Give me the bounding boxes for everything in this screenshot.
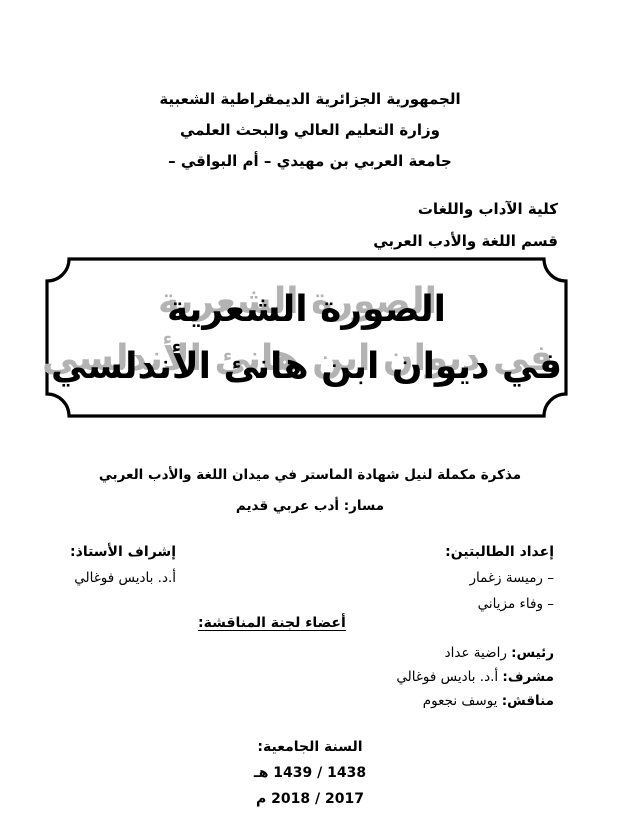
thesis-title-line2: في ديوان ابن هانئ الأندلسي [50, 345, 563, 387]
supervision-block [56, 539, 176, 591]
supervisor-name: أ.د. باديس فوغالي [74, 570, 176, 586]
academic-year-heading: السنة الجامعية: [257, 739, 363, 755]
faculty-block [373, 193, 558, 257]
thesis-title [45, 257, 568, 418]
committee-name-president: راضية عداد [444, 645, 507, 661]
thesis-note-line1: مذكرة مكملة لنيل شهادة الماستر في ميدان اللغة والأدب العربي [98, 467, 522, 483]
prepared-by-heading: إعداد الطالبتين: [445, 544, 554, 560]
committee-member-row [396, 665, 554, 689]
committee-heading: أعضاء لجنة المناقشة: [198, 615, 346, 631]
faculty-line: كلية الآداب واللغات [417, 200, 558, 218]
thesis-note [0, 460, 620, 522]
supervision-heading: إشراف الأستاذ: [70, 544, 176, 560]
committee-member-row [396, 689, 554, 713]
academic-year-gregorian: 2017 / 2018 م [256, 791, 364, 807]
committee-role-president: رئيس: [511, 645, 554, 661]
committee-list [396, 641, 554, 713]
committee-role-supervisor: مشرف: [502, 669, 554, 685]
department-line: قسم اللغة والأدب العربي [373, 232, 558, 250]
academic-year-block [0, 734, 620, 812]
committee-name-examiner: يوسف نجعوم [422, 693, 498, 709]
student-name-2: – وفاء مزياني [477, 596, 554, 612]
university-line: جامعة العربي بن مهيدي – أم البواقي – [168, 152, 452, 170]
academic-year-hijri: 1438 / 1439 هـ [253, 765, 367, 781]
thesis-note-line2: مسار: أدب عربي قديم [235, 498, 385, 514]
prepared-by-block [445, 539, 554, 617]
republic-line: الجمهورية الجزائرية الديمقراطية الشعبية [159, 90, 461, 108]
title-plaque [45, 257, 568, 418]
institution-header [0, 84, 620, 177]
committee-member-row [396, 641, 554, 665]
student-name-1: – رميسة زغمار [469, 570, 554, 586]
ministry-line: وزارة التعليم العالي والبحث العلمي [179, 121, 441, 139]
committee-name-supervisor: أ.د. باديس فوغالي [396, 669, 499, 685]
thesis-title-line1: الصورة الشعرية [167, 288, 446, 330]
committee-role-examiner: مناقش: [501, 693, 554, 709]
